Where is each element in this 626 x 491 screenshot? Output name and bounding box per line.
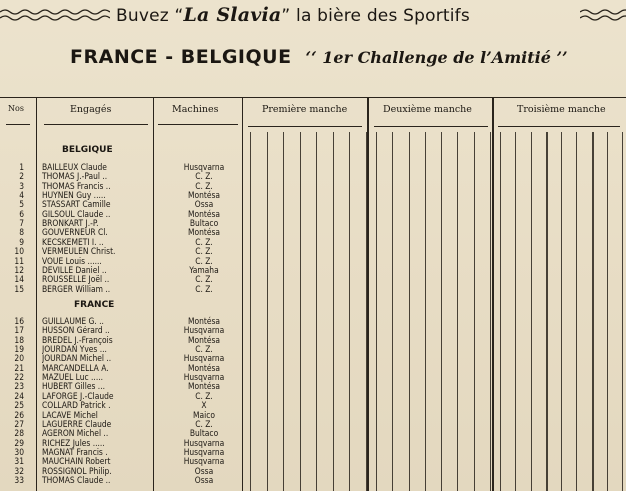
rider-number: 22 [14,372,24,383]
rider-number: 8 [19,227,24,238]
group-label-france: FRANCE [74,300,115,310]
header-underline-manche2 [374,126,488,127]
column-header-num: Nos [8,104,24,113]
column-header-manche2: Deuxième manche [383,104,472,115]
wave-ornament-right [580,8,626,22]
rider-number: 6 [19,208,24,219]
rider-machine: C. Z. [195,390,213,401]
rider-name: GILSOUL Claude .. [42,209,111,219]
manche-grid-line [622,132,623,491]
rider-number: 1 [19,162,24,172]
manche-grid-line [457,132,458,491]
rider-name: KECSKEMETI I. .. [42,237,104,247]
rider-machine: Bultaco [189,218,219,229]
rider-name: VERMEULEN Christ. [42,247,116,257]
rider-name: GOUVERNEUR Cl. [42,228,108,238]
rider-number: 15 [14,283,24,294]
rider-name: BRONKART J.-P. [42,219,99,229]
rider-number: 19 [14,344,24,355]
rider-number: 27 [14,418,24,429]
rider-machine: Husqvarna [183,446,225,457]
wave-ornament-left [0,8,110,22]
manche-grid-line [561,132,562,491]
manche-grid-line [250,132,251,491]
rider-name: STASSART Camille [42,200,111,210]
manche-grid-line [376,132,377,491]
rider-name: LAFORGE J.-Claude [42,391,114,401]
rider-number: 4 [19,190,24,201]
rider-machine: C. Z. [195,246,213,257]
rider-machine: Ossa [194,199,214,210]
rider-number: 24 [14,390,24,401]
rider-name: BERGER William .. [42,284,111,294]
header-underline-manche1 [248,126,362,127]
rider-machine: C. Z. [195,274,213,285]
rider-name: HUSSON Gérard .. [42,326,110,336]
rider-number: 2 [19,171,24,182]
manche-grid-line [316,132,317,491]
rider-machine: Husqvarna [183,437,225,448]
rider-name: GUILLAUME G. .. [42,317,104,326]
rider-name: ROSSIGNOL Philip. [42,466,112,476]
manche-grid-line [576,132,577,491]
rider-name: LACAVE Michel [42,410,98,420]
manche-grid-line [441,132,442,491]
title-challenge: ‘‘ 1er Challenge de l’Amitié ’’ [305,48,568,67]
rider-name: THOMAS Claude .. [42,475,111,485]
rider-machine: C. Z. [195,236,213,247]
rider-machine: Husqvarna [183,353,225,364]
banner-suffix: ” la bière des Sportifs [281,6,470,26]
rider-name: BAILLEUX Claude [42,163,107,172]
rider-name: BREDEL J.-François [42,335,113,345]
rider-number: 30 [14,446,24,457]
manche-grid-line [531,132,532,491]
header-underline-engages [44,124,148,125]
rider-name: JOURDAN Michel .. [42,354,112,364]
manche-grid-line [515,132,516,491]
banner-text [116,4,576,26]
rider-name: DEVILLÉ Daniel .. [42,265,107,275]
rider-machine: Montésa [187,362,221,373]
column-divider-manche2 [492,97,494,491]
rider-name: COLLARD Patrick . [42,401,111,411]
banner-prefix: Buvez “ [116,6,184,26]
rider-number: 3 [19,180,24,191]
rider-machine: C. Z. [195,180,213,191]
rider-name: MAUCHAIN Robert [42,457,111,467]
rider-number: 25 [14,400,24,411]
rider-name: MAZUEL Luc ..... [42,373,104,383]
rider-number: 5 [19,199,24,210]
rider-name: LAGUERRE Claude [42,419,112,429]
rider-number: 31 [14,456,24,467]
rider-machine: X [201,400,207,411]
rider-number: 16 [14,316,24,326]
rider-number: 28 [14,428,24,439]
rider-name: VOUE Louis ...... [42,256,102,266]
rider-number: 21 [14,362,24,373]
column-header-manche3: Troisième manche [517,104,606,115]
rider-number: 23 [14,381,24,392]
manche-grid-line [267,132,268,491]
manche-grid-line [546,132,548,491]
rider-number: 18 [14,334,24,345]
rider-name: MAGNAT Francis . [42,447,108,457]
rider-number: 10 [14,246,24,257]
rider-machine: C. Z. [195,283,213,294]
rider-machine: Husqvarna [183,372,225,383]
manche-grid-line [490,132,491,491]
manche-grid-line [500,132,501,491]
manche-grid-line [392,132,393,491]
manche-grid-line [474,132,475,491]
rider-machine: C. Z. [195,418,213,429]
page-title [70,46,626,68]
rider-number: 17 [14,325,24,336]
title-teams: FRANCE - BELGIQUE [70,46,292,68]
header-underline-machines [158,124,238,125]
manche-grid-line [366,132,367,491]
column-header-engages: Engagés [70,104,112,115]
slavia-banner [0,2,626,28]
rider-number: 33 [14,474,24,485]
rider-machine: Ossa [194,465,214,476]
rider-name: HUBERT Gilles ... [42,382,105,392]
rider-name: THOMAS Francis .. [42,181,111,191]
rider-machine: Montésa [187,208,221,219]
rider-machine: Montésa [187,334,221,345]
manche-grid-line [425,132,426,491]
rider-machine: Husqvarna [183,162,225,172]
rider-machine: Montésa [187,190,221,201]
rider-name: MARCANDELLA A. [42,363,109,373]
rider-name: HUYNEN Guy ..... [42,191,106,201]
manche-grid-line [349,132,350,491]
table-top-rule [0,97,626,98]
rider-machine: Bultaco [189,428,219,439]
rider-number: 12 [14,264,24,275]
manche-grid-line [607,132,608,491]
rider-number: 29 [14,437,24,448]
rider-number: 11 [14,255,24,266]
banner-brand: La Slavia [183,4,282,26]
manche-grid-line [333,132,334,491]
rider-number: 14 [14,274,24,285]
header-underline-manche3 [498,126,620,127]
rider-name: ROUSSELLE Joël .. [42,275,110,285]
rider-name: THOMAS J.-Paul .. [42,172,108,182]
rider-machine: C. Z. [195,171,213,182]
rider-machine: Maico [193,409,215,420]
rider-machine: Montésa [187,316,221,326]
header-underline-num [6,124,30,125]
column-divider-num [36,97,37,491]
rider-name: JOURDAN Yves ... [42,345,107,355]
rider-machine: Husqvarna [183,456,225,467]
manche-grid-line [592,132,594,491]
rider-number: 26 [14,409,24,420]
rider-number: 7 [19,218,24,229]
rider-machine: C. Z. [195,255,213,266]
rider-machine: Ossa [194,474,214,485]
rider-machine: Montésa [187,381,221,392]
manche-grid-line [409,132,410,491]
rider-number: 32 [14,465,24,476]
rider-number: 20 [14,353,24,364]
manche-grid-line [283,132,284,491]
group-label-belgique: BELGIQUE [62,145,113,155]
column-header-machines: Machines [172,104,219,115]
rider-machine: C. Z. [195,344,213,355]
column-divider-manche1 [367,97,369,491]
rider-machine: Husqvarna [183,325,225,336]
rider-name: AGERON Michel .. [42,429,109,439]
rider-name: RICHEZ Jules ..... [42,438,105,448]
rider-machine: Montésa [187,227,221,238]
rider-number: 9 [19,236,24,247]
manche-grid-line [300,132,301,491]
rider-machine: Yamaha [189,264,219,275]
column-header-manche1: Première manche [262,104,348,115]
